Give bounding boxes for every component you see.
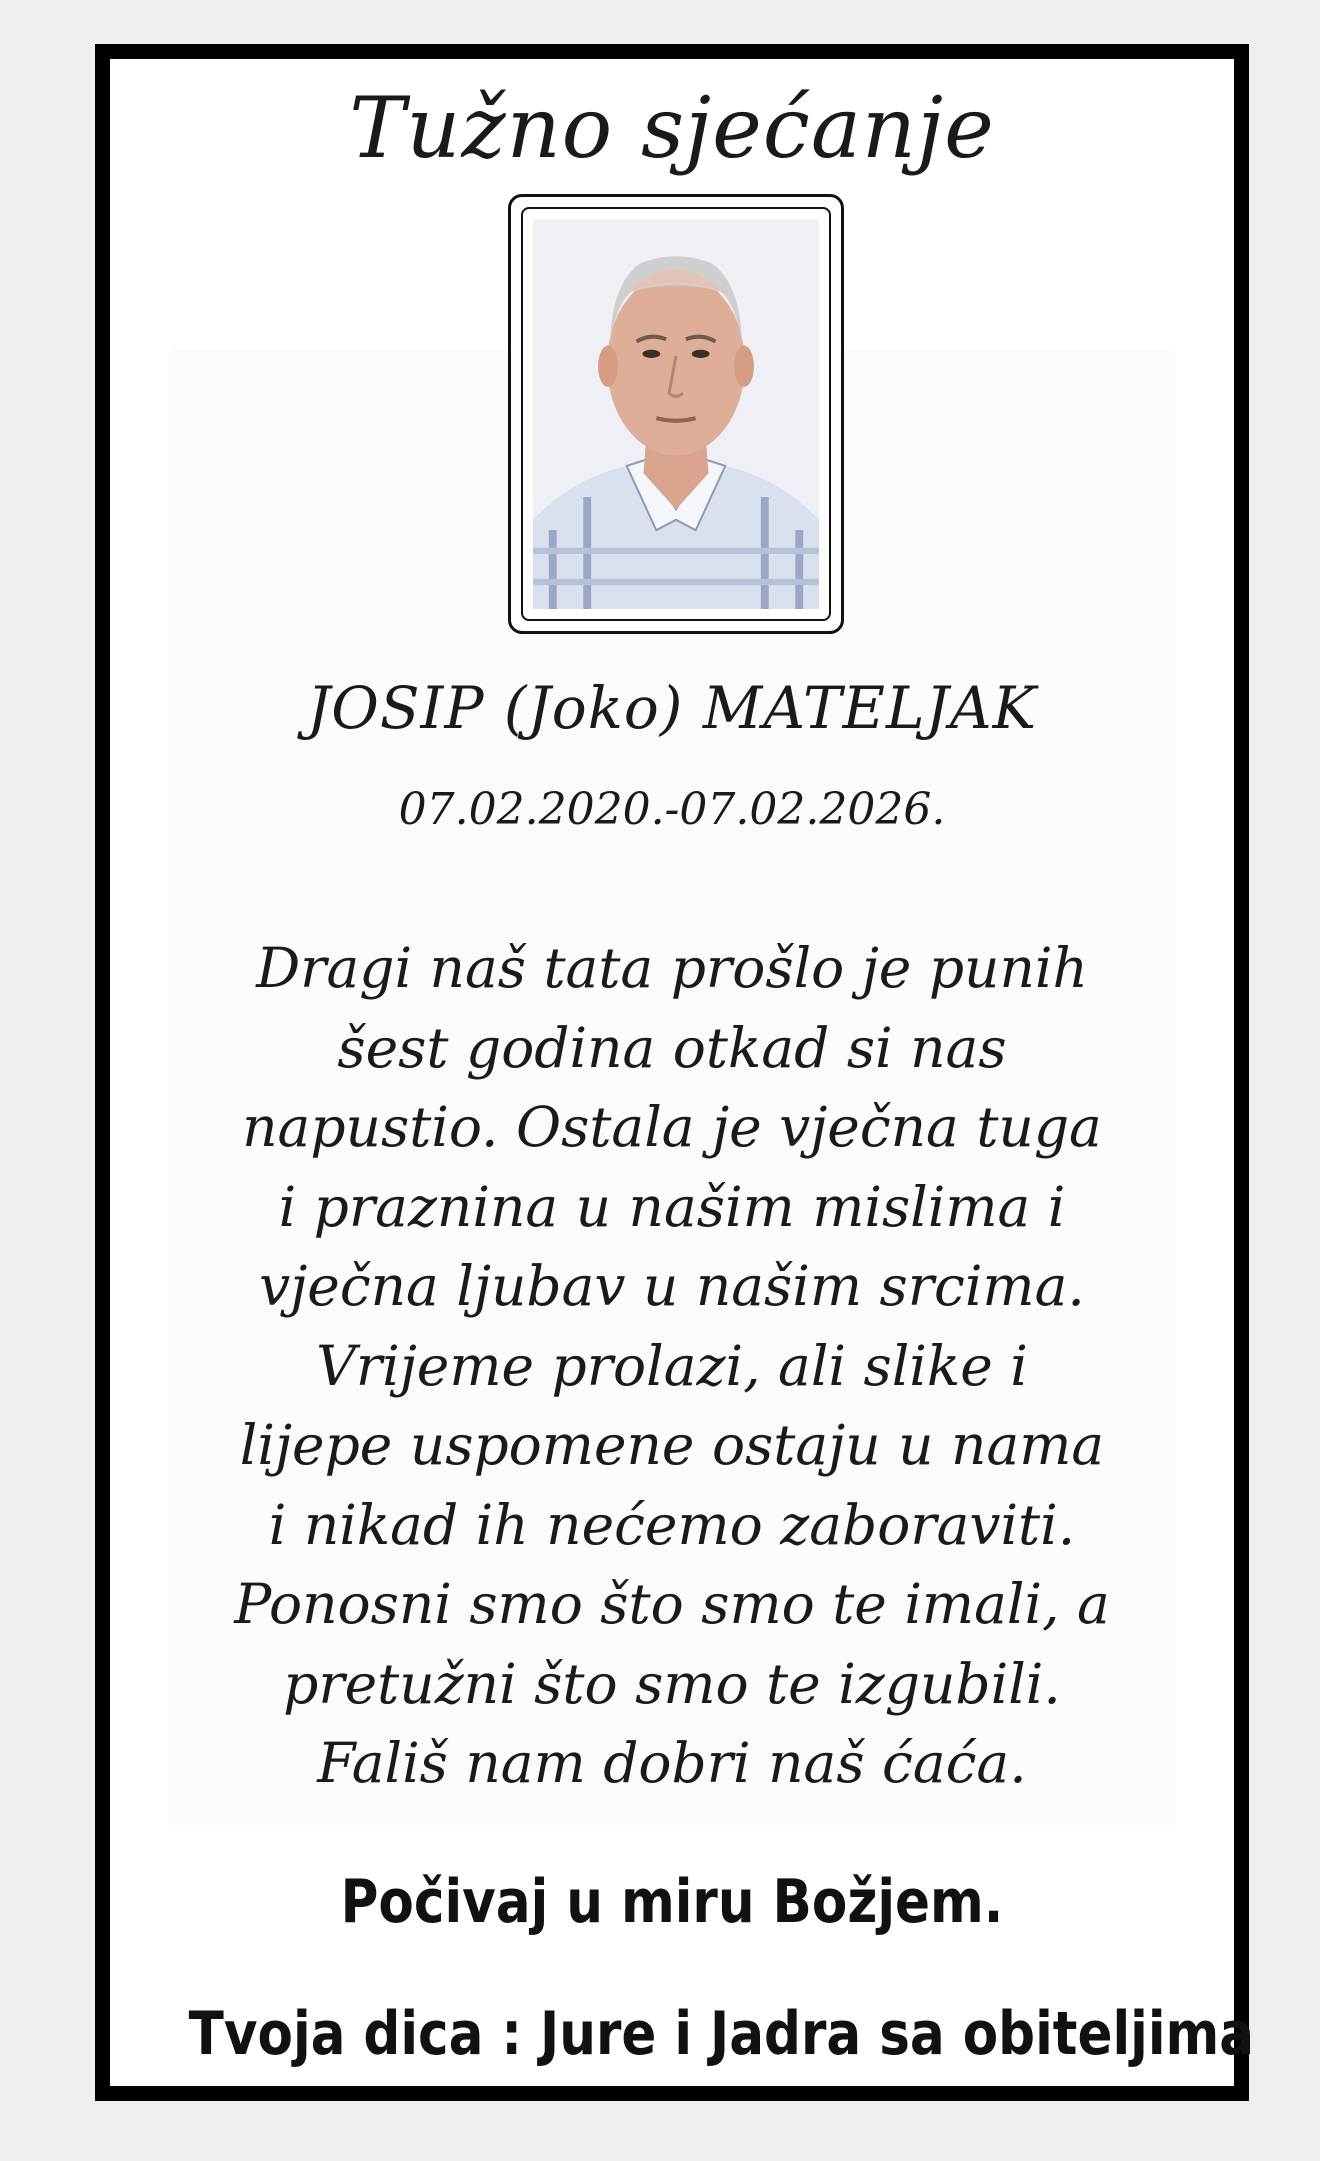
rest-in-peace-line: Počivaj u miru Božjem.: [340, 1867, 1004, 1937]
verse-line: i praznina u našim mislima i: [278, 1174, 1066, 1239]
portrait-illustration: [533, 219, 819, 609]
verse-line: Vrijeme prolazi, ali slike i: [316, 1333, 1028, 1398]
verse-line: i nikad ih nećemo zaboraviti.: [268, 1492, 1076, 1557]
notice-title: Tužno sjećanje: [349, 79, 995, 177]
verse-line: lijepe uspomene ostaju u nama: [239, 1413, 1105, 1477]
deceased-name: JOSIP (Joko) MATELJAK: [307, 674, 1037, 742]
verse-line: Dragi naš tata prošlo je punih: [256, 936, 1088, 1000]
verse-line: napustio. Ostala je vječna tuga: [242, 1095, 1102, 1159]
memorial-card: [95, 44, 1255, 2101]
portrait-photo: [533, 219, 819, 609]
family-signature: Tvoja dica : Jure i Jadra sa obiteljima: [188, 1999, 1255, 2069]
verse-line: vječna ljubav u našim srcima.: [259, 1254, 1085, 1318]
portrait-frame: [508, 194, 844, 634]
verse-line: Fališ nam dobri naš ćaća.: [317, 1731, 1027, 1795]
memorial-dates: 07.02.2020.-07.02.2026.: [398, 784, 946, 835]
verse-line: Ponosni smo što smo te imali, a: [234, 1572, 1110, 1636]
verse-line: pretužni što smo te izgubili.: [283, 1651, 1061, 1716]
verse-line: šest godina otkad si nas: [337, 1015, 1007, 1080]
memorial-verse: [170, 929, 1174, 1804]
portrait-frame-inner: [521, 207, 831, 621]
